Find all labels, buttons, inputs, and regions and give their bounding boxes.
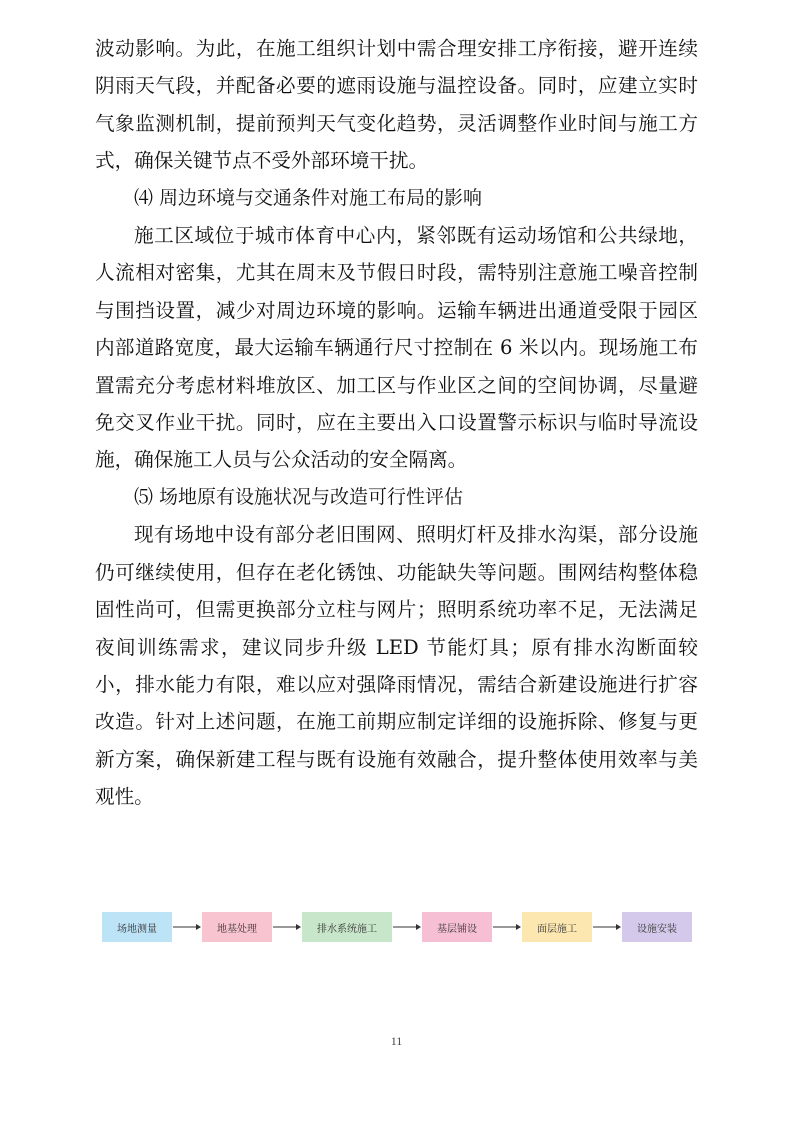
arrow-right-icon	[272, 922, 302, 932]
flow-step-surface-layer: 面层施工	[522, 912, 592, 942]
arrow-right-icon	[172, 922, 202, 932]
paragraph-surroundings-traffic: 施工区域位于城市体育中心内，紧邻既有运动场馆和公共绿地，人流相对密集，尤其在周末及节假日时段，需特别注意施工噪音控制与围挡设置，减少对周边环境的影响。运输车辆进出通道受限于园区内部道路宽度，最大运输车辆通行尺寸控制在 6 米以内。现场施工布置需充分考虑材料堆放区、加工区与作业区之间的空间协调，尽量避免交叉作业干扰。同时，应在主要出入口设置警示标识与临时导流设施，确保施工人员与公众活动的安全隔离。	[95, 224, 698, 472]
heading-existing-facilities: ⑸ 场地原有设施状况与改造可行性评估	[134, 485, 464, 508]
flow-step-site-survey: 场地测量	[102, 912, 172, 942]
page-number: 11	[390, 1034, 403, 1048]
flow-step-foundation: 地基处理	[202, 912, 272, 942]
heading-surroundings-traffic: ⑷ 周边环境与交通条件对施工布局的影响	[134, 186, 483, 209]
text-block	[95, 30, 698, 816]
flow-step-base-layer: 基层铺设	[422, 912, 492, 942]
arrow-right-icon	[492, 922, 522, 932]
flow-step-facility-install: 设施安装	[622, 912, 692, 942]
arrow-right-icon	[592, 922, 622, 932]
flow-step-drainage: 排水系统施工	[302, 912, 392, 942]
paragraph-existing-facilities: 现有场地中设有部分老旧围网、照明灯杆及排水沟渠，部分设施仍可继续使用，但存在老化锈蚀、功能缺失等问题。围网结构整体稳固性尚可，但需更换部分立柱与网片；照明系统功率不足，无法满足夜间训练需求，建议同步升级 LED 节能灯具；原有排水沟断面较小，排水能力有限，难以应对强降雨情况，需结合新建设施进行扩容改造。针对上述问题，在施工前期应制定详细的设施拆除、修复与更新方案，确保新建工程与既有设施有效融合，提升整体使用效率与美观性。	[95, 523, 698, 809]
paragraph-weather-impact: 波动影响。为此，在施工组织计划中需合理安排工序衔接，避开连续阴雨天气段，并配备必要的遮雨设施与温控设备。同时，应建立实时气象监测机制，提前预判天气变化趋势，灵活调整作业时间与施工方式，确保关键节点不受外部环境干扰。	[95, 37, 698, 173]
arrow-right-icon	[392, 922, 422, 932]
construction-flowchart	[102, 912, 692, 942]
